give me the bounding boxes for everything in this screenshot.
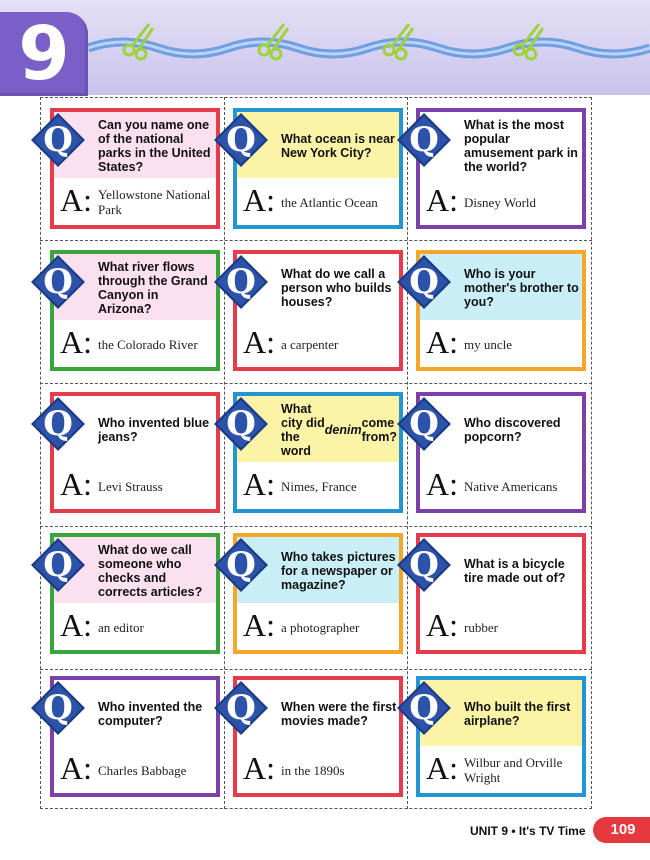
question-text: Who built the first airplane?: [464, 700, 571, 728]
question-text: What city did the word denim come from?: [281, 402, 398, 458]
qa-card: [226, 108, 403, 229]
qa-card: [43, 676, 220, 797]
cut-line: [591, 97, 592, 809]
qa-card: [43, 108, 220, 229]
q-label: Q: [226, 545, 256, 585]
answer-text: Levi Strauss: [98, 478, 163, 494]
a-label: A:: [426, 750, 458, 786]
question-text: Who invented the computer?: [98, 700, 203, 728]
q-label: Q: [409, 545, 439, 585]
a-label: A:: [426, 182, 458, 218]
question-text: When were the first movies made?: [281, 700, 397, 728]
qa-card: [43, 533, 220, 654]
q-label: Q: [409, 262, 439, 302]
answer-text: Nimes, France: [281, 478, 357, 494]
cut-line: [40, 526, 592, 527]
qa-card: [409, 533, 586, 654]
qa-card: [226, 392, 403, 513]
answer-text: Native Americans: [464, 478, 558, 494]
qa-card: [409, 250, 586, 371]
answer-text: an editor: [98, 619, 144, 635]
a-label: A:: [60, 324, 92, 360]
answer-text: Wilbur and Orville Wright: [464, 755, 563, 785]
q-label: Q: [226, 688, 256, 728]
q-label: Q: [226, 120, 256, 160]
a-label: A:: [243, 607, 275, 643]
answer-text: my uncle: [464, 336, 513, 352]
qa-card: [226, 533, 403, 654]
qa-card: [43, 392, 220, 513]
a-label: A:: [60, 466, 92, 502]
page-header: [0, 0, 650, 95]
a-label: A:: [243, 750, 275, 786]
answer-text: the Atlantic Ocean: [281, 194, 378, 210]
page-number: 109: [610, 821, 636, 838]
unit-badge: [0, 12, 88, 96]
cut-line: [40, 669, 592, 670]
answer-text: Charles Babbage: [98, 762, 187, 778]
qa-card: [43, 250, 220, 371]
emphasized-word: denim: [324, 423, 362, 437]
q-label: Q: [409, 688, 439, 728]
answer-text: the Colorado River: [98, 336, 198, 352]
q-label: Q: [226, 262, 256, 302]
qa-card: [409, 108, 586, 229]
question-text: What ocean is near New York City?: [281, 132, 395, 160]
cut-line: [40, 383, 592, 384]
q-label: Q: [43, 262, 73, 302]
question-text: Who takes pictures for a newspaper or magazine?: [281, 550, 396, 592]
unit-number: 9: [18, 11, 70, 97]
a-label: A:: [426, 466, 458, 502]
question-text: What is the most popular amusement park in the world?: [464, 118, 578, 174]
qa-card: [409, 392, 586, 513]
q-label: Q: [43, 688, 73, 728]
a-label: A:: [426, 607, 458, 643]
cut-line: [40, 240, 592, 241]
answer-text: in the 1890s: [281, 762, 345, 778]
question-text: What do we call someone who checks and corrects articles?: [98, 543, 203, 599]
answer-text: a photographer: [281, 619, 360, 635]
question-text: Can you name one of the national parks in the United States?: [98, 118, 211, 174]
question-text: What do we call a person who builds houses?: [281, 267, 392, 309]
q-label: Q: [43, 120, 73, 160]
a-label: A:: [60, 750, 92, 786]
qa-card: [226, 676, 403, 797]
q-label: Q: [226, 404, 256, 444]
question-text: Who discovered popcorn?: [464, 416, 561, 444]
q-label: Q: [43, 545, 73, 585]
answer-text: Disney World: [464, 194, 537, 210]
answer-text: rubber: [464, 619, 498, 635]
a-label: A:: [243, 324, 275, 360]
unit-title: UNIT 9 • It's TV Time: [470, 824, 586, 838]
q-label: Q: [409, 404, 439, 444]
qa-card: [226, 250, 403, 371]
a-label: A:: [243, 182, 275, 218]
a-label: A:: [243, 466, 275, 502]
scissors-wave-decoration: [88, 14, 650, 64]
question-text: What is a bicycle tire made out of?: [464, 557, 566, 585]
cut-line: [40, 808, 592, 809]
question-text: Who invented blue jeans?: [98, 416, 210, 444]
cut-line: [40, 97, 592, 98]
a-label: A:: [60, 607, 92, 643]
qa-card: [409, 676, 586, 797]
q-label: Q: [43, 404, 73, 444]
q-label: Q: [409, 120, 439, 160]
question-text: What river flows through the Grand Canyon in Arizona?: [98, 260, 208, 316]
a-label: A:: [426, 324, 458, 360]
a-label: A:: [60, 182, 92, 218]
question-text: Who is your mother's brother to you?: [464, 267, 579, 309]
answer-text: a carpenter: [281, 336, 339, 352]
answer-text: Yellowstone National Park: [98, 187, 211, 217]
